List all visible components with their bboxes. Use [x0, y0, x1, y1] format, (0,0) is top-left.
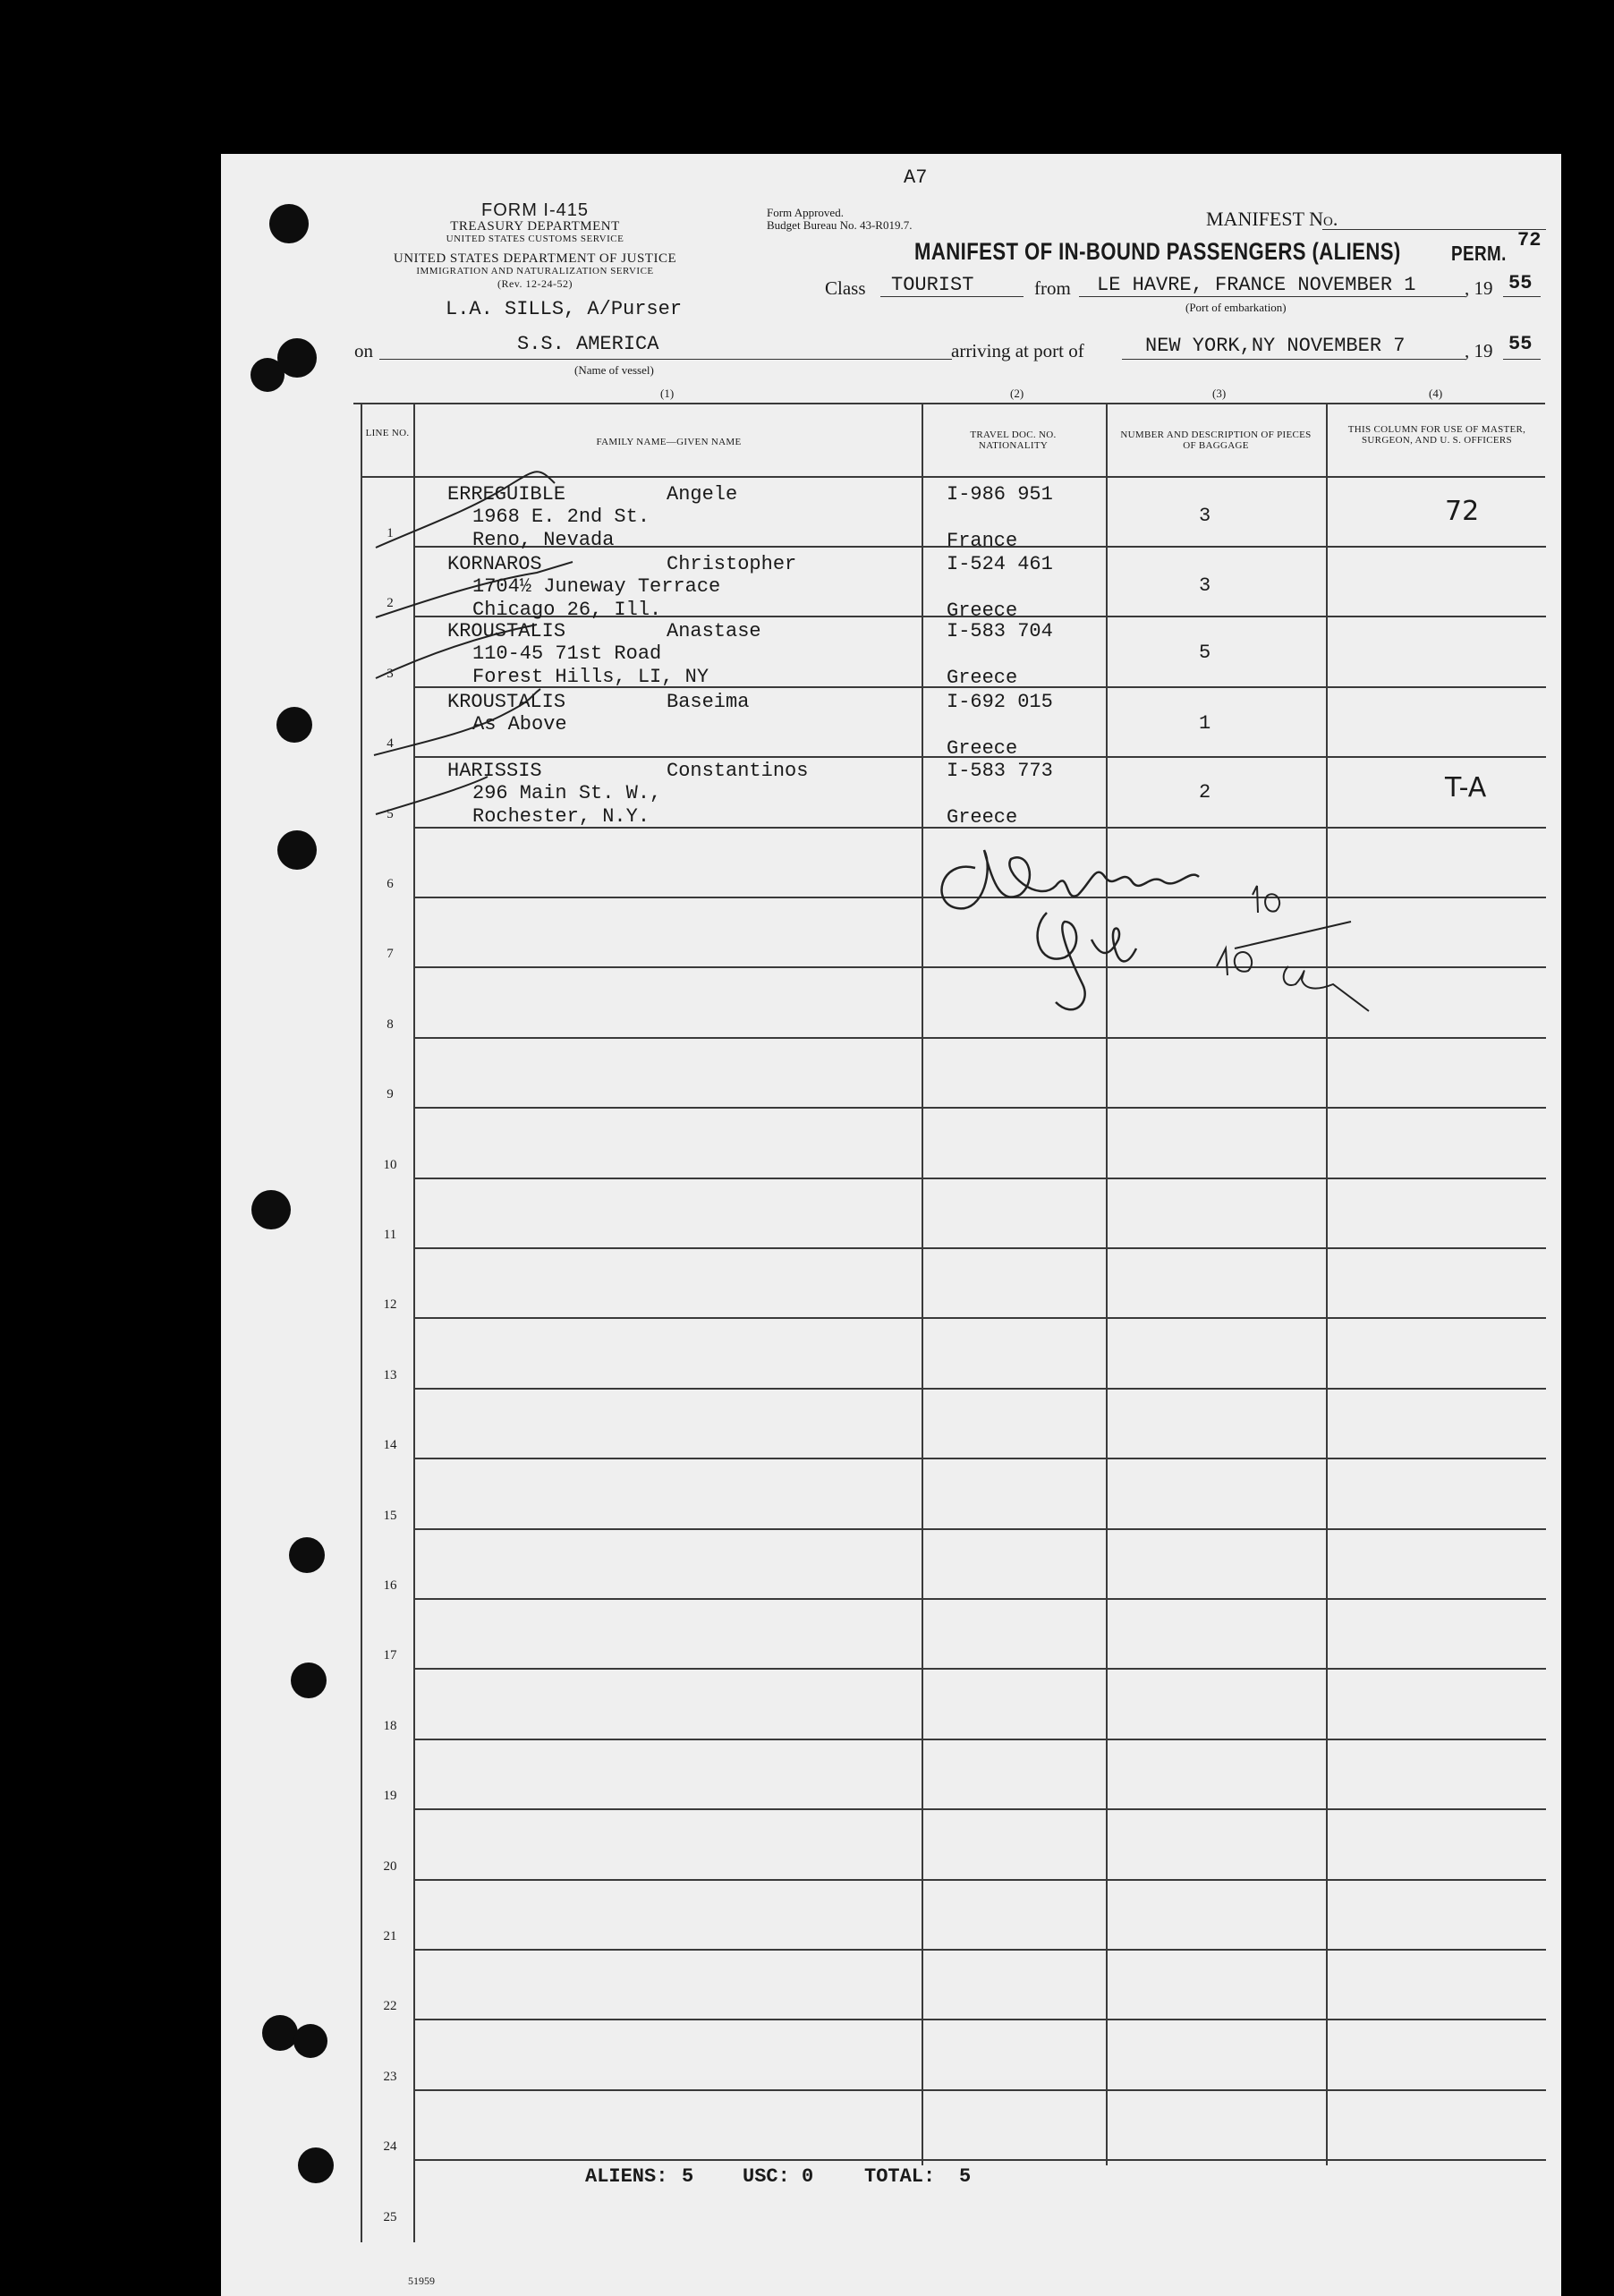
header-travel-doc: TRAVEL DOC. NO. NATIONALITY [970, 429, 1057, 451]
handwritten-signature [922, 832, 1405, 1029]
vessel-name: S.S. AMERICA [517, 333, 659, 355]
given-name: Christopher [667, 553, 797, 575]
from-label: from [1034, 277, 1071, 299]
footer-code: 51959 [408, 2275, 435, 2287]
total-count: 5 [959, 2165, 972, 2188]
manifest-no-label: MANIFEST No. [1206, 208, 1338, 230]
stamp-a7: A7 [904, 166, 928, 189]
usc-label: USC: [743, 2165, 790, 2188]
total-label: TOTAL: [864, 2165, 936, 2188]
address-line-1: 110-45 71st Road [472, 642, 662, 665]
given-name: Constantinos [667, 760, 809, 782]
line-number: 9 [387, 1087, 394, 1101]
line-number: 16 [383, 1578, 397, 1593]
travel-doc-number: I-583 773 [947, 760, 1053, 782]
line-number: 19 [383, 1789, 397, 1803]
line-number: 5 [387, 807, 394, 821]
immigration-service: IMMIGRATION AND NATURALIZATION SERVICE [416, 266, 654, 276]
year-prefix-1: , 19 [1465, 277, 1493, 299]
line-number: 13 [383, 1368, 397, 1382]
officer-note: T-A [1445, 772, 1487, 804]
port-embark-caption: (Port of embarkation) [1185, 301, 1287, 314]
travel-doc-number: I-692 015 [947, 691, 1053, 713]
nationality: Greece [947, 806, 1018, 829]
arriving-label: arriving at port of [951, 340, 1084, 361]
justice-dept: UNITED STATES DEPARTMENT OF JUSTICE [393, 251, 677, 266]
line-number: 3 [387, 667, 394, 681]
nationality: Greece [947, 600, 1018, 622]
line-number: 12 [383, 1297, 397, 1312]
baggage-count: 5 [1199, 642, 1211, 664]
line-number: 23 [383, 2070, 397, 2084]
line-number: 11 [383, 1228, 397, 1242]
line-number: 8 [387, 1017, 394, 1032]
line-number: 15 [383, 1509, 397, 1523]
class-value: TOURIST [891, 274, 974, 296]
baggage-count: 2 [1199, 781, 1211, 804]
usc-count: 0 [802, 2165, 814, 2188]
year-prefix-2: , 19 [1465, 340, 1493, 361]
address-line-2: Forest Hills, LI, NY [472, 666, 709, 688]
purser-name: L.A. SILLS, A/Purser [446, 298, 683, 320]
manifest-title: MANIFEST OF IN-BOUND PASSENGERS (ALIENS) [914, 238, 1401, 265]
aliens-count: 5 [682, 2165, 694, 2188]
line-number: 24 [383, 2139, 397, 2154]
form-approved: Form Approved. [767, 206, 844, 219]
address-line-1: 296 Main St. W., [472, 782, 662, 804]
family-name: KROUSTALIS [447, 691, 566, 713]
class-label: Class [825, 277, 866, 299]
year-value-1: 55 [1508, 272, 1533, 294]
header-family-name: FAMILY NAME—GIVEN NAME [596, 437, 742, 447]
arrival-value: NEW YORK,NY NOVEMBER 7 [1145, 335, 1406, 357]
line-number: 10 [383, 1158, 397, 1172]
given-name: Angele [667, 483, 738, 506]
line-number: 1 [387, 526, 394, 540]
perm-number: 72 [1517, 229, 1542, 251]
baggage-count: 3 [1199, 505, 1211, 527]
perm-label: PERM. [1451, 242, 1507, 265]
col-num-2: (2) [1010, 387, 1024, 400]
header-line-no: LINE NO. [365, 428, 410, 438]
family-name: HARISSIS [447, 760, 542, 782]
given-name: Anastase [667, 620, 761, 642]
given-name: Baseima [667, 691, 750, 713]
line-number: 6 [387, 877, 394, 891]
family-name: KROUSTALIS [447, 620, 566, 642]
line-number: 22 [383, 1999, 397, 2013]
on-label: on [354, 340, 373, 361]
line-number: 14 [383, 1438, 397, 1452]
line-number: 20 [383, 1859, 397, 1874]
baggage-count: 3 [1199, 574, 1211, 597]
year-value-2: 55 [1508, 333, 1533, 355]
nationality: Greece [947, 667, 1018, 689]
address-line-2: Reno, Nevada [472, 529, 615, 551]
line-number: 18 [383, 1719, 397, 1733]
from-value: LE HAVRE, FRANCE NOVEMBER 1 [1097, 274, 1416, 296]
line-number: 2 [387, 596, 394, 610]
address-line-1: 1968 E. 2nd St. [472, 506, 650, 528]
col-num-4: (4) [1429, 387, 1443, 400]
form-number: FORM I-415 [480, 200, 590, 220]
line-number: 25 [383, 2210, 397, 2224]
revision-date: (Rev. 12-24-52) [497, 277, 573, 290]
customs-service: UNITED STATES CUSTOMS SERVICE [446, 234, 624, 244]
col-num-1: (1) [660, 387, 675, 400]
address-line-1: 1704½ Juneway Terrace [472, 575, 721, 598]
line-number: 7 [387, 947, 394, 961]
travel-doc-number: I-524 461 [947, 553, 1053, 575]
baggage-count: 1 [1199, 712, 1211, 735]
line-number: 4 [387, 736, 394, 751]
line-number: 17 [383, 1648, 397, 1662]
travel-doc-number: I-986 951 [947, 483, 1053, 506]
nationality: Greece [947, 737, 1018, 760]
address-line-2: Chicago 26, Ill. [472, 599, 662, 621]
line-number: 21 [383, 1929, 397, 1943]
treasury-dept: TREASURY DEPARTMENT [450, 219, 620, 234]
officer-note: 72 [1445, 496, 1480, 527]
aliens-label: ALIENS: [585, 2165, 668, 2188]
budget-bureau: Budget Bureau No. 43-R019.7. [767, 218, 913, 232]
address-line-1: As Above [472, 713, 567, 736]
header-baggage: NUMBER AND DESCRIPTION OF PIECES OF BAGGAGE [1120, 429, 1312, 451]
address-line-2: Rochester, N.Y. [472, 805, 650, 828]
nationality: France [947, 530, 1018, 552]
family-name: KORNAROS [447, 553, 542, 575]
travel-doc-number: I-583 704 [947, 620, 1053, 642]
family-name: ERREGUIBLE [447, 483, 566, 506]
header-officers: THIS COLUMN FOR USE OF MASTER, SURGEON, AND U. S. OFFICERS [1347, 424, 1526, 446]
vessel-caption: (Name of vessel) [574, 363, 654, 377]
col-num-3: (3) [1212, 387, 1227, 400]
